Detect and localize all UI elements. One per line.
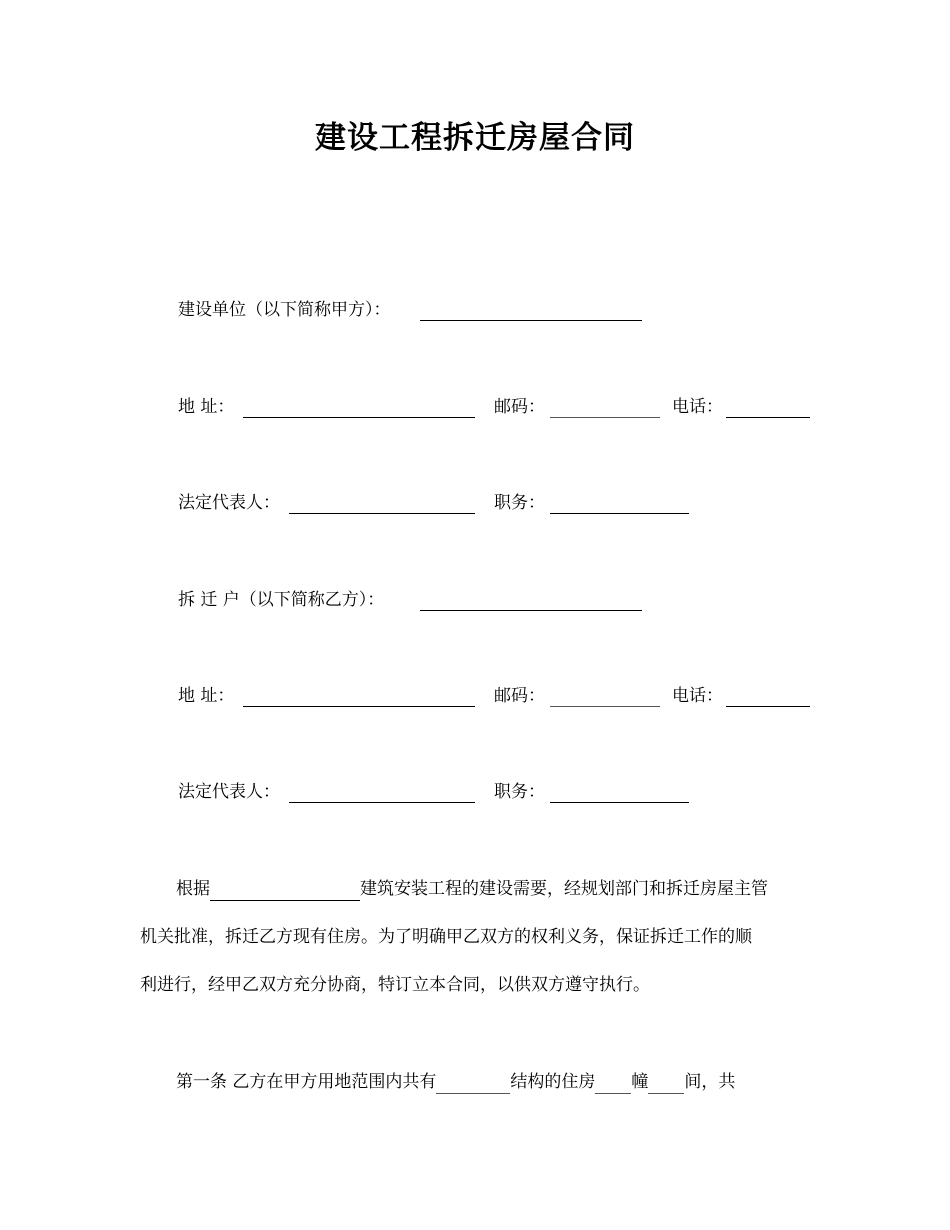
party-a-position-field[interactable] [550,491,689,514]
party-a-position-label: 职务： [494,493,545,513]
party-b-position-field[interactable] [550,780,689,803]
preamble-line-3: 利进行，经甲乙双方充分协商，特订立本合同，以供双方遵守执行。 [140,975,650,995]
document-title: 建设工程拆迁房屋合同 [315,120,635,156]
party-a-unit-row [178,298,648,322]
article-1-part1: 第一条 乙方在甲方用地范围内共有 [176,1072,437,1092]
party-a-postcode-field[interactable] [550,395,660,418]
project-name-field[interactable] [210,880,360,901]
article-1-part4: 间，共 [684,1072,736,1092]
party-a-unit-label: 建设单位（以下简称甲方）： [178,300,391,320]
article-1-part3: 幢 [631,1072,649,1092]
party-b-unit-field[interactable] [420,588,642,611]
party-a-address-label: 地 址： [178,397,235,417]
room-count-field[interactable] [648,1073,684,1094]
party-b-unit-row [178,588,648,612]
party-b-position-label: 职务： [494,782,545,802]
preamble-prefix: 根据 [176,879,210,899]
party-a-phone-label: 电话： [672,397,723,417]
party-a-phone-field[interactable] [726,395,810,418]
party-b-postcode-field[interactable] [550,684,660,707]
party-b-legal-rep-row [178,780,698,804]
party-b-address-field[interactable] [243,684,475,707]
article-1-line [140,1070,812,1094]
party-b-address-row [178,684,818,708]
structure-type-field[interactable] [436,1073,510,1094]
party-a-unit-field[interactable] [420,298,642,321]
party-a-legal-rep-row [178,491,698,515]
party-a-postcode-label: 邮码： [494,397,545,417]
party-a-legal-rep-label: 法定代表人： [178,493,280,513]
preamble-line-1 [140,877,812,901]
party-b-phone-label: 电话： [672,686,723,706]
preamble-line-2: 机关批准，拆迁乙方现有住房。为了明确甲乙双方的权利义务，保证拆迁工作的顺 [140,927,752,947]
preamble-suffix: 建筑安装工程的建设需要，经规划部门和拆迁房屋主管 [360,879,768,899]
party-b-phone-field[interactable] [726,684,810,707]
party-b-unit-label: 拆 迁 户（以下简称乙方）： [178,590,385,610]
party-a-address-row [178,395,818,419]
article-1-part2: 结构的住房 [510,1072,596,1092]
party-a-address-field[interactable] [243,395,475,418]
party-b-postcode-label: 邮码： [494,686,545,706]
party-a-legal-rep-field[interactable] [289,491,475,514]
party-b-legal-rep-label: 法定代表人： [178,782,280,802]
party-b-legal-rep-field[interactable] [289,780,475,803]
party-b-address-label: 地 址： [178,686,235,706]
building-count-field[interactable] [595,1073,631,1094]
